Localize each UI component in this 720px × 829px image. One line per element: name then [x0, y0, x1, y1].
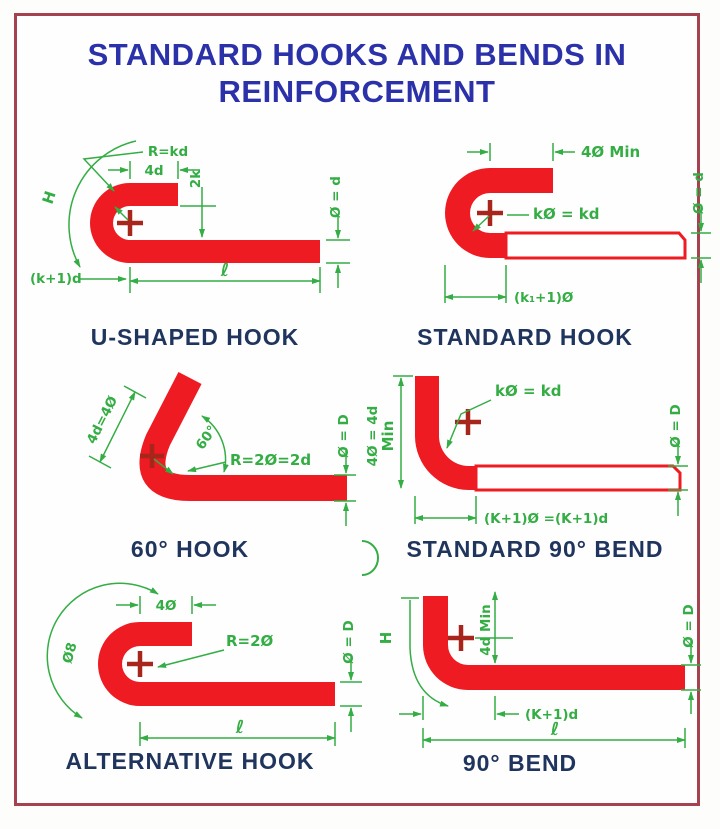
dim-label-bar-dia: Ø = d	[691, 172, 707, 214]
dim-label-bar-dia: Ø = D	[341, 620, 357, 664]
dim-label-k-plus-1-d: (k+1)d	[30, 271, 82, 287]
bend-center-cross	[448, 625, 474, 651]
dim-label-radius: R=2Ø	[226, 632, 274, 650]
bend-center-cross	[455, 409, 481, 435]
page-title-line1: STANDARD HOOKS AND BENDS IN	[87, 37, 627, 72]
dim-label-bar-dia: Ø = D	[336, 414, 352, 458]
caption-90-bend: 90° BEND	[462, 750, 578, 776]
dim-label-angle: 60°	[192, 422, 221, 453]
dim-label-radius: R=2Ø=2d	[230, 451, 312, 469]
dim-label-h: H	[38, 188, 60, 207]
dim-label-h: H	[377, 631, 395, 645]
caption-u-shaped-hook: U-SHAPED HOOK	[90, 324, 300, 350]
dim-label-4d-min: 4d Min	[478, 604, 494, 656]
dim-label-radius: R=kd	[147, 144, 189, 160]
bend-90-figure	[355, 590, 705, 750]
std-hook-outline-bar	[506, 233, 685, 258]
alternative-hook-figure	[40, 588, 370, 753]
dimension-lines	[445, 143, 711, 303]
dim-label-min: Min	[379, 420, 397, 452]
dim-label-4dia-min: 4Ø Min	[581, 143, 641, 161]
std-bend-outline-bar	[476, 466, 680, 490]
bend-center-cross	[127, 651, 153, 677]
dim-label-bar-dia: Ø = D	[681, 604, 697, 648]
u-shaped-hook-figure	[30, 135, 365, 315]
dim-label-k-plus-1: (K+1)Ø =(K+1)d	[484, 511, 609, 527]
dim-label-length: ℓ	[220, 260, 230, 281]
dim-label-slant: 4d=4Ø	[83, 393, 122, 447]
dim-label-k-dia: kØ = kd	[533, 205, 600, 223]
dim-label-k1-plus-1: (k₁+1)Ø	[514, 290, 574, 306]
page-title	[14, 36, 700, 110]
dim-label-dia8: Ø8	[59, 640, 81, 666]
hook-60-figure	[40, 366, 370, 534]
dim-label-bar-dia: Ø = d	[328, 176, 344, 218]
dimension-lines	[89, 386, 356, 526]
dim-label-length: ℓ	[550, 719, 560, 740]
page-title-line2: REINFORCEMENT	[218, 74, 496, 109]
dim-label-2k: 2k	[188, 169, 204, 189]
caption-standard-90-bend: STANDARD 90° BEND	[406, 536, 664, 562]
bend-center-cross	[477, 200, 503, 226]
dim-label-length: ℓ	[235, 717, 245, 738]
dim-label-4dia: 4Ø	[155, 598, 177, 614]
dim-label-4dia: 4Ø = 4d	[365, 405, 381, 467]
caption-60-hook: 60° HOOK	[130, 536, 250, 562]
caption-alternative-hook: ALTERNATIVE HOOK	[65, 748, 315, 774]
hook-60-bar-shape	[152, 378, 347, 488]
dim-label-4d: 4d	[144, 163, 164, 179]
dim-label-k-plus-1-d: (K+1)d	[525, 707, 579, 723]
dim-label-bar-dia: Ø = D	[668, 404, 684, 448]
dimension-lines	[47, 583, 362, 746]
caption-standard-hook: STANDARD HOOK	[417, 324, 633, 350]
dim-label-k-dia: kØ = kd	[495, 382, 562, 400]
caption-arc-glyph	[358, 538, 382, 578]
standard-90-bend-figure	[355, 366, 700, 531]
standard-hook-figure	[385, 135, 715, 315]
